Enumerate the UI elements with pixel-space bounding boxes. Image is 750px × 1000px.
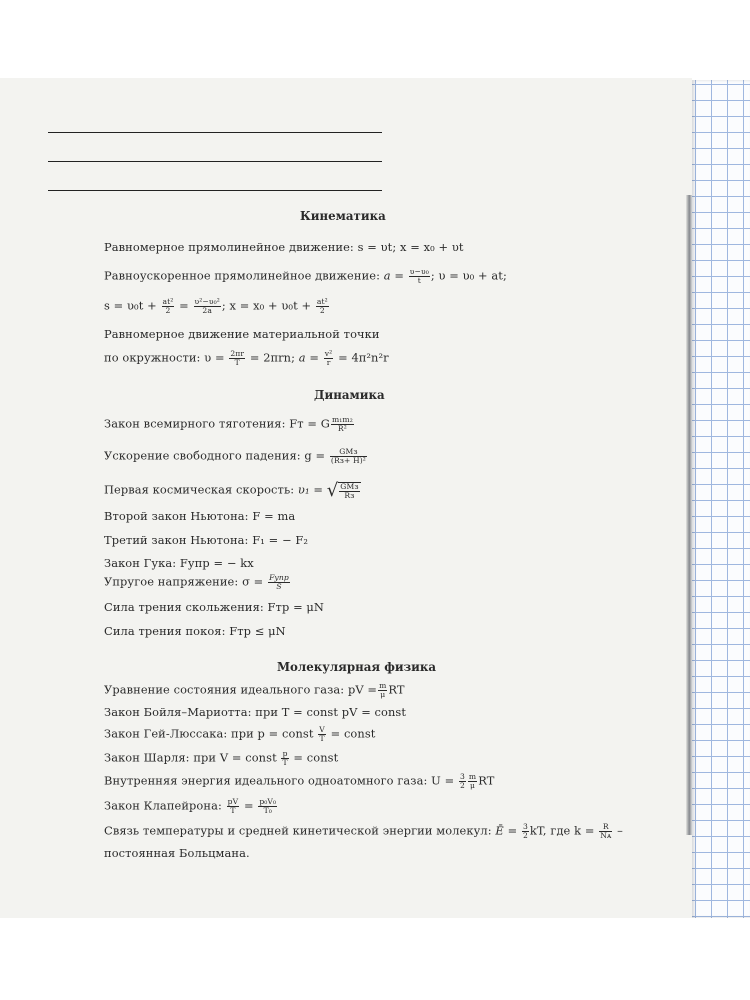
heading-molecular: Молекулярная физика [277,660,437,674]
uniform-motion-line: Равномерное прямолинейное движение: s = υt; x = x₀ + υt [104,240,464,254]
ideal-gas-line: Уравнение состояния идеального газа: pV = $\frac{m}{\mu}$ RT [104,681,405,699]
heading-dynamics: Динамика [314,388,385,402]
temperature-energy-line: Связь температуры и средней кинетической энергии молекул: Ē = $\frac{3}{2}$ kT, где k = $\frac{R}{\text{Nᴀ}}$ – [104,822,623,840]
name-line-3 [48,190,382,191]
gravity-law-line: Закон всемирного тяготения: Fт = G $\frac{\text{m₁m₂}}{\text{R²}}$ [104,415,353,433]
circle-motion-line-2: по окружности: υ = $\frac{2\pi r}{T}$ = 2πrn; a = $\frac{\text{v²}}{r}$ = 4π²n²r [104,349,389,367]
elastic-stress-line: Упругое напряжение: σ = $\frac{\text{Fупр}}{S}$ [104,573,289,591]
cosmic-speed-line: Первая космическая скорость: υ₁ = √ $\frac{\text{GMз}}{Rз}$ [104,480,359,501]
hooke-law-line: Закон Гука: Fупр = − kx [104,556,254,570]
name-line-1 [48,132,382,133]
internal-energy-line: Внутренняя энергия идеального одноатомного газа: U = $\frac{3}{2}$ $\frac{m}{\mu}$ RT [104,772,495,790]
charles-law-line: Закон Шарля: при V = const $\frac{p}{T}$ = const [104,749,339,767]
circle-motion-line-1: Равномерное движение материальной точки [104,327,380,341]
boyle-law-line: Закон Бойля–Мариотта: при T = const pV = const [104,705,407,719]
boltzmann-constant-line: постоянная Больцмана. [104,846,250,860]
sliding-friction-line: Сила трения скольжения: Fтр = μN [104,600,324,614]
clapeyron-law-line: Закон Клапейрона: $\frac{pV}{T}$ = $\frac{\text{p₀V₀}}{\text{T₀}}$ [104,797,277,815]
newton-third-law-line: Третий закон Ньютона: F₁ = − F₂ [104,533,308,547]
grid-paper-page [692,80,750,918]
newton-second-law-line: Второй закон Ньютона: F = ma [104,509,296,523]
gay-lussac-line: Закон Гей-Люссака: при p = const $\frac{V}{T}$ = const [104,725,376,743]
static-friction-line: Сила трения покоя: Fтр ≤ μN [104,624,286,638]
freefall-line: Ускорение свободного падения: g = $\frac{\text{GMз}}{\text{(Rз+ H)²}}$ [104,447,366,465]
accel-motion-line: Равноускоренное прямолинейное движение: a = $\frac{\text{υ−υ₀}}{t}$ ; υ = υ₀ + at; [104,267,507,285]
displacement-line: s = υ₀t + $\frac{\text{at²}}{2}$ = $\frac{\text{υ²−υ₀²}}{2a}$ ; x = x₀ + υ₀t + $\frac{\text{at²}}{2}$ [104,297,328,315]
name-line-2 [48,161,382,162]
heading-kinematics: Кинематика [300,209,386,223]
